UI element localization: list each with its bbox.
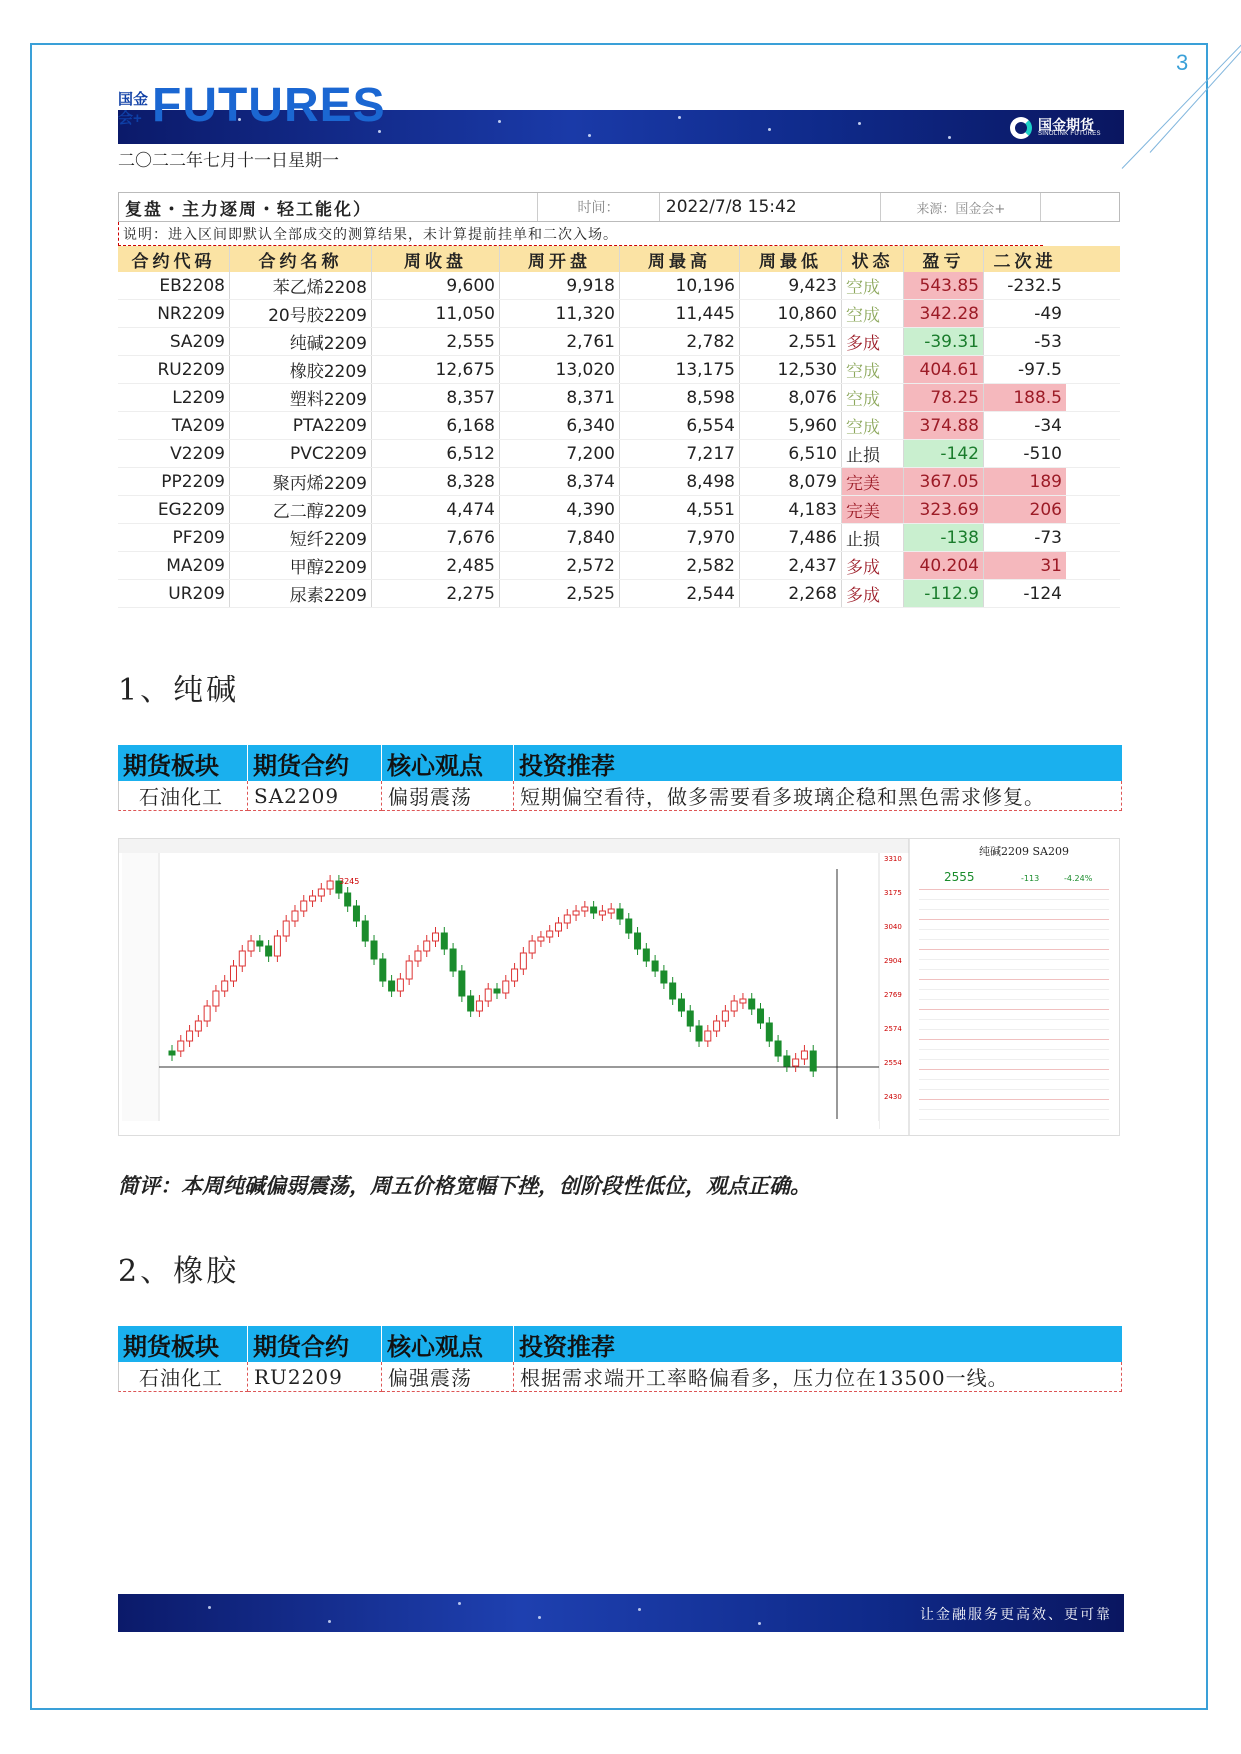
cell-close: 2,555 [372,328,500,355]
table-row [118,552,1120,580]
page-number: 3 [1176,50,1189,75]
cell-high: 8,498 [620,468,740,495]
chart-last-price: 2555 [944,870,975,884]
cell-close: 2,275 [372,580,500,607]
cell-second: -53 [1034,331,1062,352]
cell-code: PF209 [118,524,230,551]
cell-pnl: -138 [904,524,984,551]
recommendation-header: 期货板块 期货合约 核心观点 投资推荐 [118,745,1122,781]
cell-open: 4,390 [500,496,620,523]
cell-status: 空成 [842,272,904,299]
chart-change: -113 [1021,874,1040,883]
cell-high: 11,445 [620,300,740,327]
column-header: 状态 [842,246,904,272]
cell-pnl: -112.9 [904,580,984,607]
cell-high: 7,970 [620,524,740,551]
column-header: 周收盘 [372,246,500,272]
cell-name: 短纤2209 [230,524,372,551]
cell-high: 7,217 [620,440,740,467]
section-title: 1、纯碱 [118,673,240,708]
cell-second: -97.5 [1018,359,1062,380]
cell-name: 尿素2209 [230,580,372,607]
cell-close: 2,485 [372,552,500,579]
cell-high: 10,196 [620,272,740,299]
cell-close: 8,357 [372,384,500,411]
cell-open: 11,320 [500,300,620,327]
cell-name: 乙二醇2209 [230,496,372,523]
table-row [118,328,1120,356]
footer-banner [118,1594,1124,1632]
table-note: 说明：进入区间即默认全部成交的测算结果，未计算提前挂单和二次入场。 [118,222,1043,246]
svg-text:3310: 3310 [884,855,902,863]
cell-high: 6,554 [620,412,740,439]
table-row [118,272,1120,300]
cell-status: 空成 [842,300,904,327]
column-header: 合约代码 [118,246,230,272]
cell-low: 2,437 [740,552,842,579]
cell-status: 空成 [842,384,904,411]
cell-code: L2209 [118,384,230,411]
cell-status: 完美 [842,468,904,495]
cell-status: 空成 [842,412,904,439]
column-header: 周最高 [620,246,740,272]
cell-code: UR209 [118,580,230,607]
cell-status: 止损 [842,440,904,467]
cell-second: 31 [984,552,1066,579]
recommendation-table [118,745,1122,811]
cell-close: 8,328 [372,468,500,495]
cell-pnl: 342.28 [904,300,984,327]
cell-open: 2,525 [500,580,620,607]
cell-second: 188.5 [984,384,1066,411]
footer-slogan: 让金融服务更高效、更可靠 [920,1607,1112,1623]
cell-pnl: 78.25 [904,384,984,411]
column-header: 盈亏 [904,246,984,272]
cell-name: 甲醇2209 [230,552,372,579]
cell-status: 多成 [842,552,904,579]
cell-status: 完美 [842,496,904,523]
brand-logo: FUTURES [152,79,386,132]
svg-text:2430: 2430 [884,1093,902,1101]
svg-text:2904: 2904 [884,957,902,965]
cell-code: MA209 [118,552,230,579]
cell-status: 多成 [842,328,904,355]
cell-code: EG2209 [118,496,230,523]
time-label: 时间： [538,193,660,221]
recommendation-row: 石油化工 SA2209 偏弱震荡 短期偏空看待，做多需要看多玻璃企稳和黑色需求修复。 [118,781,1122,811]
cell-low: 7,486 [740,524,842,551]
table-row [118,468,1120,496]
cell-status: 止损 [842,524,904,551]
cell-open: 7,200 [500,440,620,467]
cell-pnl: 543.85 [904,272,984,299]
brand-cn: 国金会+ [118,91,149,127]
chart-high-mark: 3245 [339,877,360,886]
column-header: 二次进 [993,251,1057,272]
cell-high: 2,582 [620,552,740,579]
cell-status: 多成 [842,580,904,607]
company-logo: 国金期货 SINOLINK FUTURES [1010,114,1120,142]
source-label: 来源：国金会+ [881,193,1041,221]
cell-name: PTA2209 [230,412,372,439]
cell-open: 13,020 [500,356,620,383]
cell-low: 2,268 [740,580,842,607]
cell-name: 塑料2209 [230,384,372,411]
cell-second: -49 [1034,303,1062,324]
cell-open: 8,374 [500,468,620,495]
column-header: 周最低 [740,246,842,272]
cell-code: EB2208 [118,272,230,299]
cell-pnl: 404.61 [904,356,984,383]
time-value: 2022/7/8 15:42 [660,193,882,221]
cell-high: 4,551 [620,496,740,523]
recommendation-header: 期货板块 期货合约 核心观点 投资推荐 [118,1326,1122,1362]
table-title: 复盘・主力逐周・轻工能化） [119,193,538,221]
cell-open: 2,572 [500,552,620,579]
cell-open: 6,340 [500,412,620,439]
cell-pnl: -142 [904,440,984,467]
cell-low: 6,510 [740,440,842,467]
review-table [118,192,1120,608]
cell-second: 206 [984,496,1066,523]
cell-low: 12,530 [740,356,842,383]
cell-pnl: 323.69 [904,496,984,523]
report-date: 二〇二二年七月十一日星期一 [118,151,339,171]
cell-open: 9,918 [500,272,620,299]
cell-second: 189 [984,468,1066,495]
section-title: 2、橡胶 [118,1254,240,1289]
cell-name: 20号胶2209 [230,300,372,327]
cell-name: 聚丙烯2209 [230,468,372,495]
cell-low: 9,423 [740,272,842,299]
cell-name: 苯乙烯2208 [230,272,372,299]
cell-second: -73 [1034,527,1062,548]
svg-text:2769: 2769 [884,991,902,999]
table-row [118,496,1120,524]
recommendation-table [118,1326,1122,1392]
table-row [118,580,1120,608]
cell-pnl: -39.31 [904,328,984,355]
svg-text:3175: 3175 [884,889,902,897]
cell-close: 6,512 [372,440,500,467]
column-header: 合约名称 [230,246,372,272]
cell-low: 5,960 [740,412,842,439]
logo-icon [1010,117,1032,139]
cell-name: 纯碱2209 [230,328,372,355]
table-info-row [118,192,1120,222]
cell-second: -34 [1034,415,1062,436]
cell-close: 7,676 [372,524,500,551]
svg-text:2574: 2574 [884,1025,902,1033]
cell-close: 6,168 [372,412,500,439]
review-comment: 简评：本周纯碱偏弱震荡，周五价格宽幅下挫，创阶段性低位，观点正确。 [118,1174,811,1198]
chart-panel-title: 纯碱2209 SA209 [979,845,1069,858]
cell-code: RU2209 [118,356,230,383]
cell-low: 8,079 [740,468,842,495]
table-row [118,384,1120,412]
cell-code: NR2209 [118,300,230,327]
cell-low: 8,076 [740,384,842,411]
cell-name: 橡胶2209 [230,356,372,383]
cell-code: PP2209 [118,468,230,495]
cell-code: V2209 [118,440,230,467]
cell-code: SA209 [118,328,230,355]
svg-text:2554: 2554 [884,1059,902,1067]
cell-low: 4,183 [740,496,842,523]
cell-pnl: 367.05 [904,468,984,495]
cell-close: 4,474 [372,496,500,523]
table-header [118,246,1120,272]
cell-high: 8,598 [620,384,740,411]
table-row [118,300,1120,328]
chart-pct: -4.24% [1064,874,1093,883]
cell-name: PVC2209 [230,440,372,467]
cell-open: 2,761 [500,328,620,355]
cell-low: 10,860 [740,300,842,327]
table-row [118,412,1120,440]
cell-second: -124 [1023,583,1062,604]
cell-status: 空成 [842,356,904,383]
cell-high: 2,782 [620,328,740,355]
cell-code: TA209 [118,412,230,439]
cell-close: 9,600 [372,272,500,299]
table-row [118,356,1120,384]
cell-open: 7,840 [500,524,620,551]
cell-low: 2,551 [740,328,842,355]
cell-open: 8,371 [500,384,620,411]
svg-text:3040: 3040 [884,923,902,931]
cell-second: -232.5 [1007,275,1062,296]
cell-high: 13,175 [620,356,740,383]
table-row [118,440,1120,468]
cell-high: 2,544 [620,580,740,607]
cell-second: -510 [1023,443,1062,464]
column-header: 周开盘 [500,246,620,272]
cell-pnl: 374.88 [904,412,984,439]
cell-pnl: 40.204 [904,552,984,579]
cell-close: 11,050 [372,300,500,327]
recommendation-row: 石油化工 RU2209 偏强震荡 根据需求端开工率略偏看多，压力位在13500一线。 [118,1362,1122,1392]
cell-close: 12,675 [372,356,500,383]
candlestick-chart [118,838,1120,1136]
table-row [118,524,1120,552]
